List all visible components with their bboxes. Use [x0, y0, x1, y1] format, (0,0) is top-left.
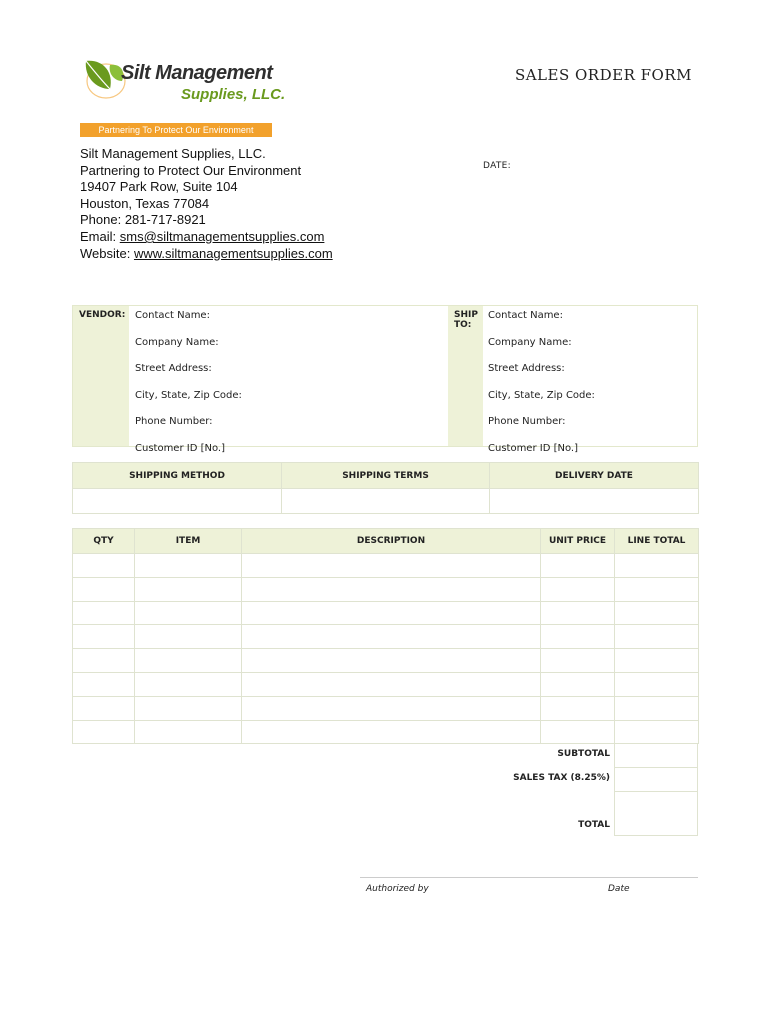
ship-to-fields: [488, 307, 595, 467]
item-cell[interactable]: [135, 649, 242, 673]
item-cell[interactable]: [135, 625, 242, 649]
line-total-cell[interactable]: [615, 554, 699, 578]
ship-city-state-zip[interactable]: City, State, Zip Code:: [488, 389, 595, 401]
table-row: [73, 577, 699, 601]
vendor-city-state-zip[interactable]: City, State, Zip Code:: [135, 389, 242, 401]
company-email-row: [80, 229, 333, 246]
logo-tagline: Partnering To Protect Our Environment: [80, 123, 272, 137]
company-info: [80, 146, 333, 262]
logo-name: Silt Management: [121, 62, 273, 84]
item-cell[interactable]: [135, 554, 242, 578]
email-label: Email:: [80, 228, 120, 244]
vendor-street-address[interactable]: Street Address:: [135, 363, 212, 375]
unit-price-cell[interactable]: [541, 625, 615, 649]
description-cell[interactable]: [242, 672, 541, 696]
ship-contact-name[interactable]: Contact Name:: [488, 310, 563, 321]
line-total-cell[interactable]: [615, 625, 699, 649]
company-slogan: Partnering to Protect Our Environment: [80, 162, 302, 178]
logo-subtitle: Supplies, LLC.: [181, 86, 286, 103]
qty-cell[interactable]: [73, 601, 135, 625]
table-row: [73, 554, 699, 578]
item-cell[interactable]: [135, 672, 242, 696]
table-row: [73, 720, 699, 744]
line-total-cell[interactable]: [615, 649, 699, 673]
sales-tax-label: SALES TAX (8.25%): [513, 773, 610, 783]
unit-price-cell[interactable]: [541, 672, 615, 696]
unit-price-cell[interactable]: [541, 649, 615, 673]
shipping-terms-header: SHIPPING TERMS: [282, 463, 490, 489]
qty-cell[interactable]: [73, 696, 135, 720]
unit-price-cell[interactable]: [541, 601, 615, 625]
shipping-method-cell[interactable]: [73, 489, 282, 514]
company-phone: Phone: 281-717-8921: [80, 212, 206, 228]
shipping-table: [72, 462, 699, 514]
line-total-cell[interactable]: [615, 601, 699, 625]
ship-street-address[interactable]: Street Address:: [488, 363, 565, 375]
table-row: [73, 601, 699, 625]
qty-cell[interactable]: [73, 720, 135, 744]
delivery-date-header: DELIVERY DATE: [490, 463, 699, 489]
unit-price-header: UNIT PRICE: [541, 529, 615, 554]
description-cell[interactable]: [242, 625, 541, 649]
unit-price-cell[interactable]: [541, 720, 615, 744]
item-header: ITEM: [135, 529, 242, 554]
line-total-cell[interactable]: [615, 577, 699, 601]
company-address-line1: 19407 Park Row, Suite 104: [80, 179, 238, 195]
total-cell[interactable]: [615, 792, 698, 836]
total-label: TOTAL: [578, 820, 610, 830]
qty-cell[interactable]: [73, 577, 135, 601]
qty-cell[interactable]: [73, 625, 135, 649]
item-cell[interactable]: [135, 720, 242, 744]
subtotal-label: SUBTOTAL: [557, 749, 610, 759]
unit-price-cell[interactable]: [541, 696, 615, 720]
company-name: Silt Management Supplies, LLC.: [80, 146, 266, 161]
sales-tax-cell[interactable]: [615, 768, 698, 792]
description-cell[interactable]: [242, 554, 541, 578]
description-cell[interactable]: [242, 649, 541, 673]
company-address-line2: Houston, Texas 77084: [80, 195, 210, 211]
line-total-cell[interactable]: [615, 720, 699, 744]
ship-to-label: SHIP TO:: [448, 306, 483, 446]
description-header: DESCRIPTION: [242, 529, 541, 554]
table-row: [73, 649, 699, 673]
email-link[interactable]: sms@siltmanagementsupplies.com: [119, 228, 325, 244]
unit-price-cell[interactable]: [541, 577, 615, 601]
vendor-label: VENDOR:: [73, 306, 129, 446]
website-label: Website:: [80, 245, 134, 261]
vendor-contact-name[interactable]: Contact Name:: [135, 310, 210, 321]
delivery-date-cell[interactable]: [490, 489, 699, 514]
ship-company-name[interactable]: Company Name:: [488, 336, 572, 348]
ship-phone-number[interactable]: Phone Number:: [488, 416, 566, 428]
item-cell[interactable]: [135, 601, 242, 625]
qty-header: QTY: [73, 529, 135, 554]
summary-labels: [500, 743, 610, 835]
vendor-customer-id[interactable]: Customer ID [No.]: [135, 442, 225, 454]
line-total-cell[interactable]: [615, 696, 699, 720]
page-title: SALES ORDER FORM: [514, 66, 692, 84]
summary-table: [614, 743, 698, 836]
signature-date-label: Date: [608, 884, 630, 894]
table-row: [73, 672, 699, 696]
line-total-cell[interactable]: [615, 672, 699, 696]
vendor-fields: [135, 307, 242, 467]
unit-price-cell[interactable]: [541, 554, 615, 578]
items-table: [72, 528, 699, 744]
date-label: DATE:: [483, 161, 511, 171]
shipping-terms-cell[interactable]: [282, 489, 490, 514]
qty-cell[interactable]: [73, 672, 135, 696]
line-total-header: LINE TOTAL: [615, 529, 699, 554]
description-cell[interactable]: [242, 577, 541, 601]
authorized-by-label: Authorized by: [366, 884, 429, 894]
signature-line: [360, 877, 698, 878]
description-cell[interactable]: [242, 720, 541, 744]
description-cell[interactable]: [242, 696, 541, 720]
description-cell[interactable]: [242, 601, 541, 625]
vendor-phone-number[interactable]: Phone Number:: [135, 416, 213, 428]
vendor-company-name[interactable]: Company Name:: [135, 336, 219, 348]
item-cell[interactable]: [135, 577, 242, 601]
website-link[interactable]: www.siltmanagementsupplies.com: [133, 245, 333, 261]
subtotal-cell[interactable]: [615, 744, 698, 768]
shipping-method-header: SHIPPING METHOD: [73, 463, 282, 489]
ship-customer-id[interactable]: Customer ID [No.]: [488, 442, 578, 454]
qty-cell[interactable]: [73, 554, 135, 578]
table-row: [73, 625, 699, 649]
company-website-row: [80, 246, 333, 263]
item-cell[interactable]: [135, 696, 242, 720]
vendor-ship-to-section: [72, 305, 698, 454]
table-row: [73, 696, 699, 720]
qty-cell[interactable]: [73, 649, 135, 673]
